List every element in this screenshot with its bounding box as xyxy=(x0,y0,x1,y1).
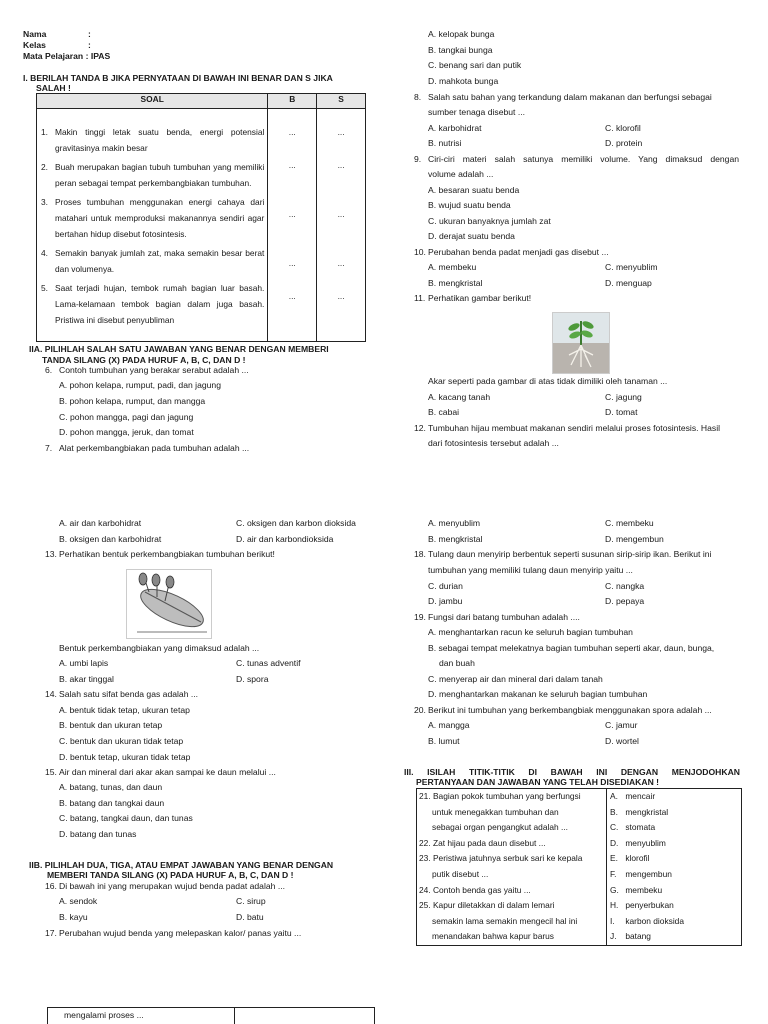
kelas-label: Kelas xyxy=(23,40,46,50)
col-soal: SOAL xyxy=(37,94,268,109)
matching-answer[interactable]: C. stomata xyxy=(610,822,656,833)
section3-title: III. ISILAH TITIK-TITIK DI BAWAH INI DENGAN MENJODOHKAN xyxy=(404,767,740,777)
matching-question: 25. Kapur diletakkan di dalam lemari xyxy=(419,900,555,911)
nama-label: Nama xyxy=(23,29,47,39)
q11-option[interactable]: C. jagung xyxy=(605,392,642,402)
q9-option[interactable]: B. wujud suatu benda xyxy=(428,200,511,210)
section2a-title: IIA. PILIHLAH SALAH SATU JAWABAN YANG BENAR DENGAN MEMBERI xyxy=(29,344,329,354)
q17-option[interactable]: D. mengembun xyxy=(605,534,664,544)
q16-option[interactable]: B. kayu xyxy=(59,912,88,922)
q10-option[interactable]: B. mengkristal xyxy=(428,278,483,288)
table-row: 1. Makin tinggi letak suatu benda, energi potensial gravitasinya makin besar 2. Buah merupakan bagian tubuh tumbuhan yang memiliki peran sebagai tempat perkembangbiakan tumbuhan. 3. Proses tumbuhan menggunakan energi cahaya dari matahari untuk memproduksi makanannya sendiri agar bertahan hidup disebut fotosintesis. 4. Semakin banyak jumlah zat, maka semakin besar berat dan volumenya. 5. Saat terjadi hujan, tembok rumah bagian luar basah. Lama-kelamaan tembok bagian dalam juga basah. Pristiwa ini disebut penyubliman ... ... ... ... ... ... ... ... ... ... xyxy=(37,109,366,342)
matching-answer[interactable]: I. karbon dioksida xyxy=(610,915,684,926)
q10-option[interactable]: A. membeku xyxy=(428,262,477,272)
q20-option[interactable]: A. mangga xyxy=(428,720,470,730)
q13-option[interactable]: D. spora xyxy=(236,674,269,684)
q13-text: Perhatikan bentuk perkembangbiakan tumbuhan berikut! xyxy=(59,549,275,559)
q7-number: 7. xyxy=(45,443,53,453)
q18-text: Tulang daun menyirip berbentuk seperti susunan sirip-sirip ikan. Berikut ini xyxy=(428,549,712,559)
section2b-title: IIB. PILIHLAH DUA, TIGA, ATAU EMPAT JAWABAN YANG BENAR DENGAN xyxy=(29,860,334,870)
questions-column xyxy=(417,789,607,946)
q14-option[interactable]: C. bentuk dan ukuran tidak tetap xyxy=(59,736,184,746)
col-b: B xyxy=(268,94,317,109)
continuation-table xyxy=(47,1007,375,1024)
q13-option[interactable]: A. umbi lapis xyxy=(59,658,109,668)
q12-option[interactable]: D. air dan karbondioksida xyxy=(236,534,334,544)
q12-option[interactable]: B. oksigen dan karbohidrat xyxy=(59,534,162,544)
matching-question: putik disebut ... xyxy=(432,868,489,879)
q20-option[interactable]: D. wortel xyxy=(605,736,639,746)
q12-number: 12. xyxy=(414,423,426,433)
q12-text: Tumbuhan hijau membuat makanan sendiri melalui proses fotosintesis. Hasil xyxy=(428,423,721,433)
q12-option[interactable]: A. air dan karbohidrat xyxy=(59,518,142,528)
q8-option[interactable]: A. karbohidrat xyxy=(428,123,482,133)
q7-text: Alat perkembangbiakan pada tumbuhan adalah ... xyxy=(59,443,250,453)
q18-option[interactable]: D. jambu xyxy=(428,596,463,606)
q10-option[interactable]: C. menyublim xyxy=(605,262,658,272)
q19-option[interactable]: B. sebagai tempat melekatnya bagian tumbuhan seperti akar, daun, bunga, xyxy=(428,643,715,653)
statement-text: Proses tumbuhan menggunakan energi cahaya dari matahari untuk memproduksi makanannya sendiri agar bertahan hidup disebut fotosintesis. xyxy=(55,197,265,239)
q15-option[interactable]: A. batang, tunas, dan daun xyxy=(59,782,163,792)
q13-number: 13. xyxy=(45,549,57,559)
q18-option[interactable]: C. nangka xyxy=(605,581,645,591)
q9-text: Ciri-ciri materi salah satunya memiliki volume. Yang dimaksud dengan xyxy=(428,154,739,164)
q11-option[interactable]: D. tomat xyxy=(605,407,638,417)
statement-text: Semakin banyak jumlah zat, maka semakin besar berat dan volumenya. xyxy=(55,248,265,274)
q6-option[interactable]: C. pohon mangga, pagi dan jagung xyxy=(59,412,194,422)
q10-number: 10. xyxy=(414,247,426,257)
q20-option[interactable]: B. lumut xyxy=(428,736,460,746)
nama-colon: : xyxy=(88,29,91,39)
plant-roots-image xyxy=(552,312,610,374)
q6-option[interactable]: B. pohon kelapa, rumput, dan mangga xyxy=(59,396,206,406)
matching-question: untuk menegakkan tumbuhan dan xyxy=(432,806,559,817)
q20-option[interactable]: C. jamur xyxy=(605,720,638,730)
matching-question: semakin lama semakin mengecil hal ini xyxy=(432,915,578,926)
q13-option[interactable]: B. akar tinggal xyxy=(59,674,114,684)
matching-answer[interactable]: G. membeku xyxy=(610,884,663,895)
answer-b-blank[interactable]: ... xyxy=(288,160,296,170)
section2b-title-cont: MEMBERI TANDA SILANG (X) PADA HURUF A, B, C, DAN D ! xyxy=(47,870,294,880)
q15-option[interactable]: D. batang dan tunas xyxy=(59,829,137,839)
true-false-table xyxy=(36,93,366,342)
q19-option[interactable]: A. menghantarkan racun ke seluruh bagian tumbuhan xyxy=(428,627,633,637)
q9-number: 9. xyxy=(414,154,422,164)
q8-text-cont: sumber tenaga disebut ... xyxy=(428,107,525,117)
q11-option[interactable]: B. cabai xyxy=(428,407,460,417)
q15-text: Air dan mineral dari akar akan sampai ke daun melalui ... xyxy=(59,767,276,777)
matching-answer[interactable]: J. batang xyxy=(610,931,651,942)
leaf-buds-icon xyxy=(127,570,211,638)
q15-number: 15. xyxy=(45,767,57,777)
q8-text: Salah satu bahan yang terkandung dalam makanan dan berfungsi sebagai xyxy=(428,92,712,102)
matching-question: menandakan bahwa kapur barus xyxy=(432,931,554,942)
q14-number: 14. xyxy=(45,689,57,699)
q7-option[interactable]: C. benang sari dan putik xyxy=(428,60,522,70)
statement-text: Buah merupakan bagian tubuh tumbuhan yang memiliki peran sebagai tempat perkembangbiakan tumbuhan. xyxy=(55,162,265,188)
matching-answer[interactable]: E. klorofil xyxy=(610,853,650,864)
q14-option[interactable]: D. bentuk tetap, ukuran tidak tetap xyxy=(59,752,191,762)
section2a-title-cont: TANDA SILANG (X) PADA HURUF A, B, C, DAN D ! xyxy=(42,355,246,365)
q17-text: Perubahan wujud benda yang melepaskan kalor/ panas yaitu ... xyxy=(59,928,302,938)
q7-option[interactable]: A. kelopak bunga xyxy=(428,29,495,39)
q16-number: 16. xyxy=(45,881,57,891)
q19-option[interactable]: C. menyerap air dan mineral dari dalam tanah xyxy=(428,674,603,684)
answer-s-blank[interactable]: ... xyxy=(337,209,345,219)
statement-text: Makin tinggi letak suatu benda, energi potensial gravitasinya makin besar xyxy=(55,127,265,153)
q19-option[interactable]: D. menghantarkan makanan ke seluruh bagian tumbuhan xyxy=(428,689,648,699)
section3-title-cont: PERTANYAAN DAN JAWABAN YANG TELAH DISEDIAKAN ! xyxy=(416,777,660,787)
q8-number: 8. xyxy=(414,92,422,102)
col-s: S xyxy=(317,94,366,109)
q9-option[interactable]: C. ukuran banyaknya jumlah zat xyxy=(428,216,551,226)
matching-question: 21. Bagian pokok tumbuhan yang berfungsi xyxy=(419,791,581,801)
answer-s-blank[interactable]: ... xyxy=(337,127,345,137)
q18-text-cont: tumbuhan yang memiliki tulang daun menyirip yaitu ... xyxy=(428,565,633,575)
mapel-label: Mata Pelajaran : IPAS xyxy=(23,51,111,61)
plant-roots-icon xyxy=(553,313,609,373)
q18-option[interactable]: C. durian xyxy=(428,581,463,591)
answer-s-blank[interactable]: ... xyxy=(337,291,345,301)
q10-text: Perubahan benda padat menjadi gas disebut ... xyxy=(428,247,609,257)
section1-title: I. BERILAH TANDA B JIKA PERNYATAAN DI BAWAH INI BENAR DAN S JIKA xyxy=(23,73,333,83)
q8-option[interactable]: D. protein xyxy=(605,138,643,148)
statement-text: Saat terjadi hujan, tembok rumah bagian luar basah. Lama-kelamaan tembok bagian dalam juga basah. Pristiwa ini disebut penyubliman xyxy=(55,283,265,325)
matching-question: 24. Contoh benda gas yaitu ... xyxy=(419,884,531,895)
q11-text: Perhatikan gambar berikut! xyxy=(428,293,532,303)
answers-column xyxy=(607,789,742,946)
q8-option[interactable]: C. klorofil xyxy=(605,123,641,133)
q13-followup: Bentuk perkembangbiakan yang dimaksud adalah ... xyxy=(59,643,260,653)
matching-answer[interactable]: H. penyerbukan xyxy=(610,900,674,911)
leaf-buds-image xyxy=(126,569,212,639)
matching-answer[interactable]: F. mengembun xyxy=(610,868,672,879)
q11-number: 11. xyxy=(414,293,426,303)
q19-text: Fungsi dari batang tumbuhan adalah .... xyxy=(428,612,580,622)
q16-option[interactable]: C. sirup xyxy=(236,896,266,906)
q17-option[interactable]: B. mengkristal xyxy=(428,534,483,544)
matching-answer[interactable]: D. menyublim xyxy=(610,837,666,848)
matching-question: 23. Peristiwa jatuhnya serbuk sari ke kepala xyxy=(419,853,583,864)
answer-b-blank[interactable]: ... xyxy=(288,291,296,301)
matching-table xyxy=(416,788,742,946)
q8-option[interactable]: B. nutrisi xyxy=(428,138,462,148)
q15-option[interactable]: C. batang, tangkai daun, dan tunas xyxy=(59,813,193,823)
answer-s-blank[interactable]: ... xyxy=(337,160,345,170)
answer-b-blank[interactable]: ... xyxy=(288,258,296,268)
q14-option[interactable]: B. bentuk dan ukuran tetap xyxy=(59,720,163,730)
q15-option[interactable]: B. batang dan tangkai daun xyxy=(59,798,165,808)
q20-number: 20. xyxy=(414,705,426,715)
section1-title-cont: SALAH ! xyxy=(36,83,71,93)
q18-number: 18. xyxy=(414,549,426,559)
q16-text: Di bawah ini yang merupakan wujud benda padat adalah ... xyxy=(59,881,285,891)
q14-text: Salah satu sifat benda gas adalah ... xyxy=(59,689,199,699)
q16-option[interactable]: A. sendok xyxy=(59,896,98,906)
q7-option[interactable]: B. tangkai bunga xyxy=(428,45,493,55)
q17-option[interactable]: A. menyublim xyxy=(428,518,481,528)
q6-option[interactable]: A. pohon kelapa, rumput, padi, dan jagung xyxy=(59,380,221,390)
continuation-text: mengalami proses ... xyxy=(64,1010,144,1020)
matching-question: 22. Zat hijau pada daun disebut ... xyxy=(419,837,546,848)
q20-text: Berikut ini tumbuhan yang berkembangbiak menggunakan spora adalah ... xyxy=(428,705,712,715)
q16-option[interactable]: D. batu xyxy=(236,912,264,922)
q11-option[interactable]: A. kacang tanah xyxy=(428,392,491,402)
q9-option[interactable]: A. besaran suatu benda xyxy=(428,185,520,195)
q11-followup: Akar seperti pada gambar di atas tidak dimiliki oleh tanaman ... xyxy=(428,376,668,386)
q14-option[interactable]: A. bentuk tidak tetap, ukuran tetap xyxy=(59,705,190,715)
q12-text-cont: dari fotosintesis tersebut adalah ... xyxy=(428,438,559,448)
q9-text-cont: volume adalah ... xyxy=(428,169,494,179)
matching-question: sebagai organ pengangkut adalah ... xyxy=(432,822,568,833)
q7-option[interactable]: D. mahkota bunga xyxy=(428,76,499,86)
q17-number: 17. xyxy=(45,928,57,938)
q10-option[interactable]: D. menguap xyxy=(605,278,652,288)
table-divider xyxy=(234,1008,235,1024)
q13-option[interactable]: C. tunas adventif xyxy=(236,658,301,668)
q17-option[interactable]: C. membeku xyxy=(605,518,654,528)
answer-b-blank[interactable]: ... xyxy=(288,127,296,137)
kelas-colon: : xyxy=(88,40,91,50)
matching-answer[interactable]: B. mengkristal xyxy=(610,806,669,817)
answer-s-blank[interactable]: ... xyxy=(337,258,345,268)
q6-option[interactable]: D. pohon mangga, jeruk, dan tomat xyxy=(59,427,194,437)
answer-b-blank[interactable]: ... xyxy=(288,209,296,219)
q12-option[interactable]: C. oksigen dan karbon dioksida xyxy=(236,518,356,528)
q6-text: Contoh tumbuhan yang berakar serabut adalah ... xyxy=(59,365,249,375)
matching-answer[interactable]: A. mencair xyxy=(610,791,656,801)
q18-option[interactable]: D. pepaya xyxy=(605,596,645,606)
q9-option[interactable]: D. derajat suatu benda xyxy=(428,231,515,241)
q6-number: 6. xyxy=(45,365,53,375)
q19-option-cont: dan buah xyxy=(439,658,475,668)
q19-number: 19. xyxy=(414,612,426,622)
